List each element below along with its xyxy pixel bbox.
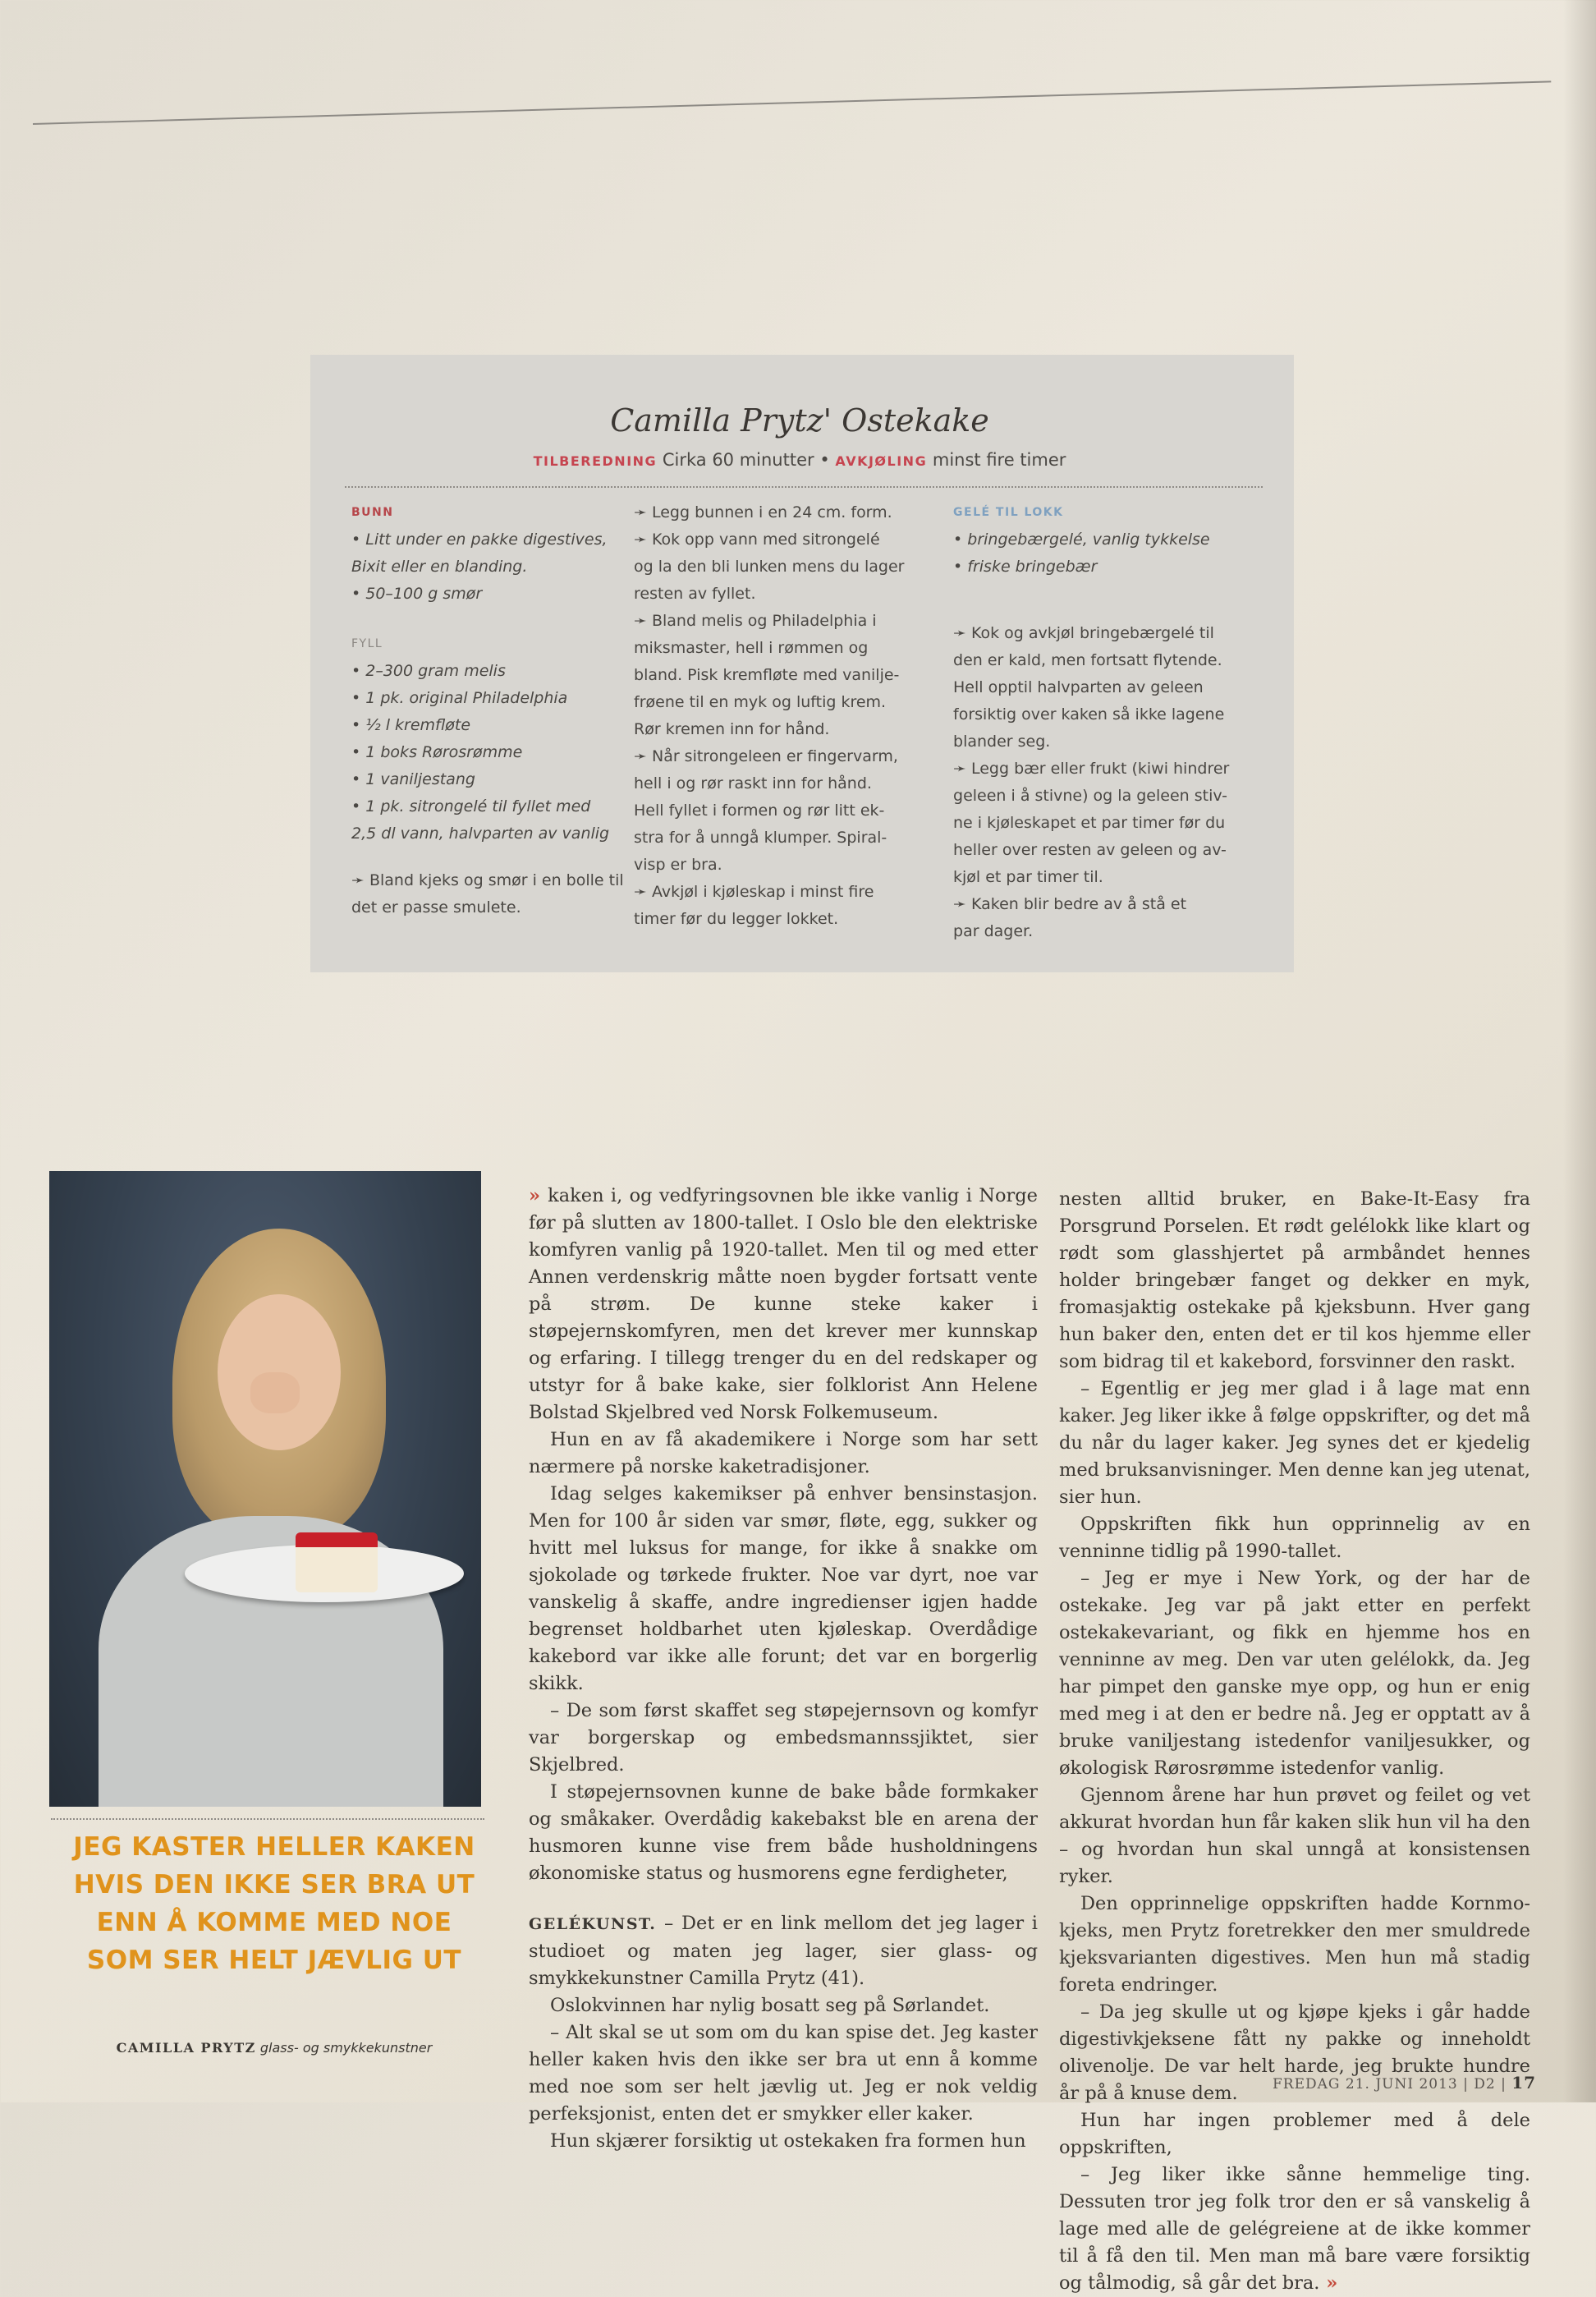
pull-quote-credit bbox=[69, 2040, 479, 2056]
step-line: resten av fyllet. bbox=[634, 585, 756, 603]
recipe-box bbox=[310, 355, 1294, 972]
paragraph: – Da jeg skulle ut og kjøpe kjeks i går hadde digestivkjeksene fått ny pakke og inneholdt olivenolje. De var helt harde, jeg brukte hundre år på å knuse dem. bbox=[1059, 2001, 1530, 2104]
paragraph-text: – Jeg liker ikke sånne hemmelige ting. Dessuten tror jeg folk tror den er så vanskelig å lage med alle de gelégreiene at de ikke kommer til å få den til. Men man må bare være forsiktig og tålmodig, så går det bra. bbox=[1059, 2164, 1530, 2294]
portrait-photo bbox=[49, 1171, 481, 1807]
bunn-heading: BUNN bbox=[351, 506, 394, 519]
paragraph: Den opprinnelige oppskriften hadde Kornmo-kjeks, men Prytz foretrekker den mer smuldrede kjeksvarianten digestives. Men hun må stadig foreta endringer. bbox=[1059, 1893, 1530, 1996]
step-line: bland. Pisk kremfløte med vanilje- bbox=[634, 666, 900, 684]
step-line: Hell opptil halvparten av geleen bbox=[953, 678, 1204, 696]
paragraph: nesten alltid bruker, en Bake-It-Easy fra Porsgrund Porselen. Et rødt gelélokk like klart og rødt som glasshjertet på armbåndet hennes holder bringebær fanget og dekker en myk, fromasjaktig ostekake på kjeksbunn. Hver gang hun baker den, enten det er til kos hjemme eller som bidrag til et kakebord, forsvinner den raskt. bbox=[1059, 1188, 1530, 1372]
step-line: timer før du legger lokket. bbox=[634, 910, 839, 928]
step-line: det er passe smulete. bbox=[351, 898, 521, 917]
photo-cake-shape bbox=[296, 1532, 378, 1592]
paragraph bbox=[529, 1910, 1038, 1992]
continuation-marker: » bbox=[529, 1185, 548, 1206]
spacer bbox=[529, 1887, 1038, 1910]
spacer bbox=[953, 600, 1264, 620]
step-line: ➛ Kok opp vann med sitrongelé bbox=[634, 531, 880, 549]
paragraph bbox=[529, 1183, 1038, 1426]
ingredient-line: • Litt under en pakke digestives, bbox=[351, 531, 608, 549]
step-line: ➛ Bland melis og Philadelphia i bbox=[634, 612, 877, 630]
recipe-column-3 bbox=[945, 499, 1264, 945]
step-line: geleen i å stivne) og la geleen stiv- bbox=[953, 787, 1227, 805]
gele-heading: GELÉ TIL LOKK bbox=[953, 506, 1064, 519]
ingredient-line: 2,5 dl vann, halvparten av vanlig bbox=[351, 825, 610, 843]
ingredient-line: • 50–100 g smør bbox=[351, 585, 483, 603]
recipe-divider bbox=[345, 486, 1263, 488]
ingredient-line: • 1 vaniljestang bbox=[351, 770, 475, 788]
paragraph-text: kaken i, og vedfyringsovnen ble ikke vanlig i Norge før på slutten av 1800-tallet. I Oslo ble den elektriske komfyren vanlig på 1920-tallet. Men til og med etter Annen verdenskrig måtte noen bygder fortsatt vente på strøm. De kunne steke kaker i støpejernskomfyren, men det krever mer kunnskap og erfaring. I tillegg trenger du en del redskaper og utstyr for å bake kake, sier folklorist Ann Helene Bolstad Skjelbred ved Norsk Folkemuseum. bbox=[529, 1185, 1038, 1423]
paragraph: Gjennom årene har hun prøvet og feilet og vet akkurat hvordan hun får kaken slik hun vil ha den – og hvordan hun skal unngå at konsistensen ryker. bbox=[1059, 1785, 1530, 1887]
recipe-columns bbox=[335, 499, 1264, 945]
paragraph: – Egentlig er jeg mer glad i å lage mat enn kaker. Jeg liker ikke å følge oppskrifter, og det må du når du lager kaker. Jeg synes det er kjedelig med bruksanvisninger. Men denne kan jeg utenat, sier hun. bbox=[1059, 1378, 1530, 1508]
paragraph: Idag selges kakemikser på enhver bensinstasjon. Men for 100 år siden var smør, fløte, egg, sukker og hvitt mel luksus for mange, for ikke å snakke om sjokolade og tørkede frukter. Noe var dyrt, noe var vanskelig å skaffe, andre ingredienser igjen hadde begrenset holdbarhet uten kjøleskap. Overdådige kakebord var ikke alle forunt; det var en borgerlig skikk. bbox=[529, 1483, 1038, 1694]
prep-label: TILBEREDNING bbox=[533, 453, 658, 469]
recipe-column-1 bbox=[335, 499, 634, 945]
ingredient-line: • bringebærgelé, vanlig tykkelse bbox=[953, 531, 1210, 549]
ingredient-line: • ½ l kremfløte bbox=[351, 716, 471, 734]
step-line: blander seg. bbox=[953, 733, 1051, 751]
pull-quote: JEG KASTER HELLER KAKEN HVIS DEN IKKE SER BRA UT ENN Å KOMME MED NOE SOM SER HELT JÆVLIG UT bbox=[73, 1832, 475, 1975]
step-line: heller over resten av geleen og av- bbox=[953, 841, 1227, 859]
recipe-column-2 bbox=[634, 499, 945, 945]
step-line: ➛ Legg bær eller frukt (kiwi hindrer bbox=[953, 760, 1230, 778]
spacer bbox=[351, 848, 634, 867]
article-column-2 bbox=[1059, 1186, 1530, 2297]
step-line: ➛ Bland kjeks og smør i en bolle til bbox=[351, 871, 624, 889]
step-line: visp er bra. bbox=[634, 856, 722, 874]
prep-value: Cirka 60 minutter • bbox=[657, 450, 836, 470]
step-line: frøene til en myk og luftig krem. bbox=[634, 693, 887, 711]
page-number: 17 bbox=[1511, 2073, 1537, 2093]
recipe-title: Camilla Prytz' Ostekake bbox=[610, 402, 989, 439]
photo-divider bbox=[51, 1818, 484, 1820]
article-column-1 bbox=[529, 1183, 1038, 2155]
credit-role: glass- og smykkekunstner bbox=[255, 2040, 433, 2056]
step-line: Hell fyllet i formen og rør litt ek- bbox=[634, 802, 885, 820]
step-line: ➛ Legg bunnen i en 24 cm. form. bbox=[634, 503, 892, 521]
step-line: ➛ Når sitrongeleen er fingervarm, bbox=[634, 747, 898, 765]
page-folio bbox=[1273, 2073, 1536, 2093]
step-line: den er kald, men fortsatt flytende. bbox=[953, 651, 1222, 669]
step-line: hell i og rør raskt inn for hånd. bbox=[634, 774, 872, 792]
paragraph: I støpejernsovnen kunne de bake både formkaker og småkaker. Overdådig kakebakst ble en arena der husmoren kunne vise frem både husholdningens økonomiske status og husmorens egne ferdigheter, bbox=[529, 1781, 1038, 1884]
ingredient-line: • 1 pk. sitrongelé til fyllet med bbox=[351, 797, 591, 815]
credit-name: CAMILLA PRYTZ bbox=[116, 2040, 256, 2056]
paragraph: – Jeg er mye i New York, og der har de ostekake. Jeg var på jakt etter en perfekt ostekakevariant, og fikk en hjemme hos en venninne av meg. Den var uten gelélokk, da. Jeg har pimpet den ganske mye opp, og hun er enig med meg i at den er bedre nå. Jeg er opptatt av å bruke vaniljestang istedenfor vaniljesukker, og økologisk Rørosrømme istedenfor vanlig. bbox=[1059, 1568, 1530, 1779]
recipe-meta bbox=[335, 450, 1264, 470]
paragraph: – Alt skal se ut som om du kan spise det. Jeg kaster heller kaken hvis den ikke ser bra ut enn å komme med noe som ser helt jævlig ut. Jeg er nok veldig perfeksjonist, enten det er smykker eller kaker. bbox=[529, 2022, 1038, 2125]
paragraph: Hun har ingen problemer med å dele oppskriften, bbox=[1059, 2110, 1530, 2158]
step-line: forsiktig over kaken så ikke lagene bbox=[953, 705, 1225, 724]
step-line: ➛ Avkjøl i kjøleskap i minst fire bbox=[634, 883, 874, 901]
paragraph bbox=[1059, 2161, 1530, 2297]
photo-hand-shape bbox=[250, 1372, 300, 1413]
step-line: stra for å unngå klumper. Spiral- bbox=[634, 829, 887, 847]
end-marker: » bbox=[1319, 2272, 1338, 2294]
ingredient-line: • friske bringebær bbox=[953, 558, 1098, 576]
chill-value: minst fire timer bbox=[927, 450, 1066, 470]
ingredient-line: Bixit eller en blanding. bbox=[351, 558, 528, 576]
ingredient-line: • 1 pk. original Philadelphia bbox=[351, 689, 568, 707]
step-line: ➛ Kok og avkjøl bringebærgelé til bbox=[953, 624, 1214, 642]
paragraph: Oslokvinnen har nylig bosatt seg på Sørlandet. bbox=[550, 1995, 990, 2016]
step-line: Rør kremen inn for hånd. bbox=[634, 720, 830, 738]
ingredient-line: • 2–300 gram melis bbox=[351, 662, 506, 680]
top-rule bbox=[33, 80, 1551, 125]
paragraph: – De som først skaffet seg støpejernsovn og komfyr var borgerskap og embedsmannssjiktet, sier Skjelbred. bbox=[529, 1700, 1038, 1776]
fyll-heading: FYLL bbox=[351, 637, 383, 650]
step-line: og la den bli lunken mens du lager bbox=[634, 558, 905, 576]
step-line: miksmaster, hell i rømmen og bbox=[634, 639, 869, 657]
page-shadow bbox=[1563, 0, 1596, 2102]
folio-date: FREDAG 21. JUNI 2013 | D2 | bbox=[1273, 2076, 1512, 2093]
step-line: kjøl et par timer til. bbox=[953, 868, 1103, 886]
step-line: par dager. bbox=[953, 922, 1034, 940]
spacer bbox=[953, 581, 1264, 600]
paragraph: Hun skjærer forsiktig ut ostekaken fra formen hun bbox=[550, 2130, 1026, 2152]
chill-label: AVKJØLING bbox=[835, 453, 928, 469]
step-line: ➛ Kaken blir bedre av å stå et bbox=[953, 895, 1187, 913]
step-line: ne i kjøleskapet et par timer før du bbox=[953, 814, 1226, 832]
paragraph: Oppskriften fikk hun opprinnelig av en venninne tidlig på 1990-tallet. bbox=[1059, 1514, 1530, 1562]
ingredient-line: • 1 boks Rørosrømme bbox=[351, 743, 523, 761]
subheading: GELÉKUNST. bbox=[529, 1915, 657, 1933]
paragraph-text: – Det er en link mellom det jeg lager i studioet og maten jeg lager, sier glass- og smykkekunstner Camilla Prytz (41). bbox=[529, 1913, 1038, 1989]
paragraph: Hun en av få akademikere i Norge som har sett nærmere på norske kaketradisjoner. bbox=[529, 1429, 1038, 1477]
